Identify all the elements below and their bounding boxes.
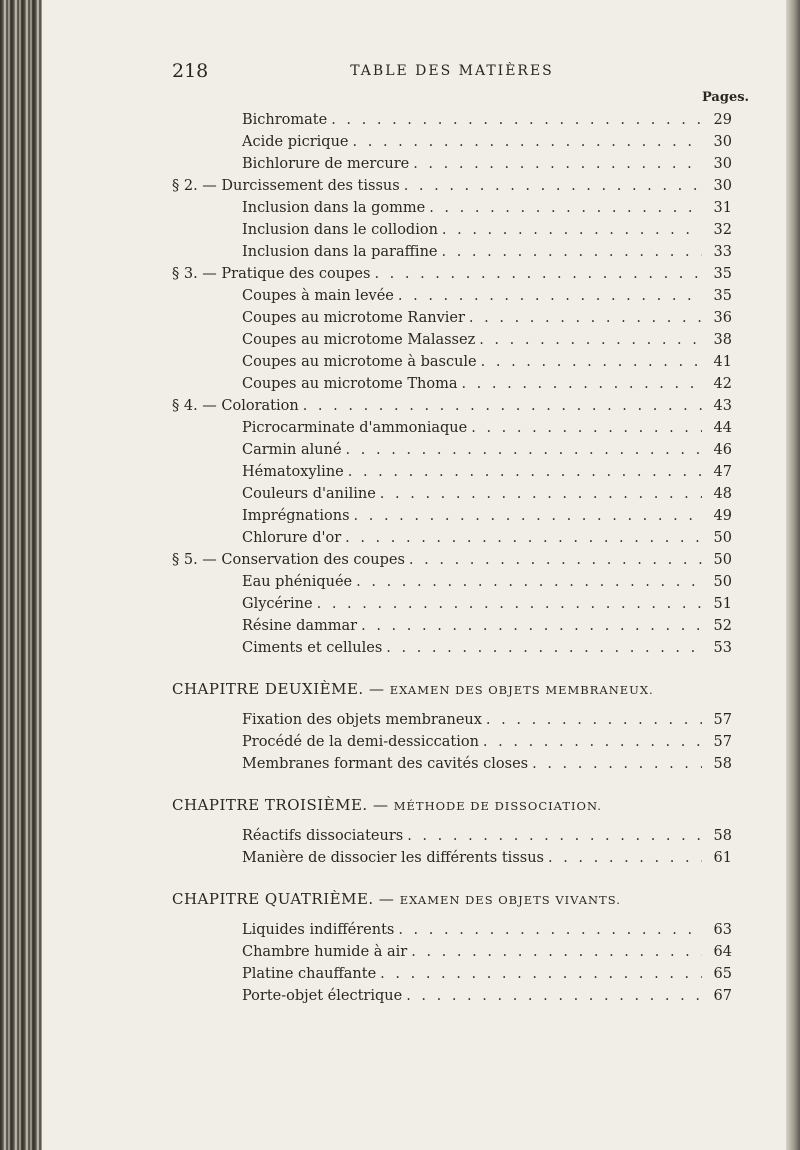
pages-column-label: Pages. <box>702 90 750 105</box>
toc-entry <box>172 756 732 778</box>
entry-page-number: 44 <box>713 420 732 436</box>
entry-page-number: 48 <box>713 486 732 502</box>
page-header <box>172 60 732 90</box>
entry-page-number: 47 <box>713 464 732 480</box>
dot-leader <box>394 288 702 304</box>
chapter-title: CHAPITRE TROISIÈME. — <box>172 796 389 814</box>
dot-leader <box>409 156 702 172</box>
entry-label: Chlorure d'or <box>242 530 342 546</box>
entry-page-number: 57 <box>713 734 732 750</box>
toc-entry <box>172 734 732 756</box>
entry-label: Bichromate <box>242 112 328 128</box>
toc-entry <box>172 244 732 266</box>
table-of-contents <box>172 112 732 1010</box>
entry-label: Coupes au microtome Ranvier <box>242 310 465 326</box>
toc-entry <box>172 156 732 178</box>
toc-entry <box>172 508 732 530</box>
toc-entry <box>172 944 732 966</box>
toc-entry <box>172 530 732 552</box>
chapter-heading <box>172 890 732 912</box>
chapter-title: CHAPITRE QUATRIÈME. — <box>172 890 395 908</box>
chapter-heading <box>172 796 732 818</box>
entry-page-number: 35 <box>713 266 732 282</box>
entry-label: Inclusion dans la gomme <box>242 200 426 216</box>
entry-page-number: 35 <box>713 288 732 304</box>
dot-leader <box>465 310 702 326</box>
dot-leader <box>342 442 702 458</box>
toc-entry <box>172 112 732 134</box>
dot-leader <box>350 508 702 524</box>
entry-label: Bichlorure de mercure <box>242 156 410 172</box>
toc-entry <box>172 486 732 508</box>
entry-label: Ciments et cellules <box>242 640 383 656</box>
entry-page-number: 30 <box>713 156 732 172</box>
entry-label: Imprégnations <box>242 508 350 524</box>
dot-leader <box>349 134 702 150</box>
dot-leader <box>376 966 702 982</box>
chapter-subtitle: EXAMEN DES OBJETS VIVANTS. <box>399 893 621 907</box>
dot-leader <box>394 922 702 938</box>
entry-label: Inclusion dans la paraffine <box>242 244 438 260</box>
entry-label: Carmin aluné <box>242 442 342 458</box>
entry-label: Fixation des objets membraneux <box>242 712 482 728</box>
entry-page-number: 38 <box>713 332 732 348</box>
chapter-title: CHAPITRE DEUXIÈME. — <box>172 680 385 698</box>
entry-page-number: 30 <box>713 178 732 194</box>
entry-page-number: 42 <box>713 376 732 392</box>
dot-leader <box>327 112 702 128</box>
entry-label: § 5. — Conservation des coupes <box>172 552 405 568</box>
entry-page-number: 30 <box>713 134 732 150</box>
entry-label: Glycérine <box>242 596 313 612</box>
entry-page-number: 53 <box>713 640 732 656</box>
toc-entry <box>172 354 732 376</box>
entry-label: Eau phéniquée <box>242 574 353 590</box>
entry-page-number: 33 <box>713 244 732 260</box>
page-edge <box>786 0 800 1150</box>
book-page <box>42 0 786 1150</box>
entry-label: Résine dammar <box>242 618 358 634</box>
dot-leader <box>405 552 702 568</box>
entry-label: Picrocarminate d'ammoniaque <box>242 420 468 436</box>
toc-entry <box>172 712 732 734</box>
dot-leader <box>479 734 702 750</box>
toc-entry <box>172 596 732 618</box>
entry-page-number: 41 <box>713 354 732 370</box>
entry-page-number: 31 <box>713 200 732 216</box>
section-entry <box>172 266 732 288</box>
toc-entry <box>172 222 732 244</box>
toc-entry <box>172 332 732 354</box>
entry-page-number: 51 <box>713 596 732 612</box>
dot-leader <box>352 574 702 590</box>
dot-leader <box>400 178 702 194</box>
dot-leader <box>344 464 702 480</box>
entry-label: § 3. — Pratique des coupes <box>172 266 371 282</box>
toc-entry <box>172 640 732 662</box>
entry-label: Membranes formant des cavités closes <box>242 756 529 772</box>
entry-label: Couleurs d'aniline <box>242 486 376 502</box>
chapter-subtitle: MÉTHODE DE DISSOCIATION. <box>393 799 602 813</box>
toc-entry <box>172 134 732 156</box>
entry-page-number: 52 <box>713 618 732 634</box>
dot-leader <box>382 640 702 656</box>
dot-leader <box>341 530 702 546</box>
section-entry <box>172 178 732 200</box>
entry-label: Manière de dissocier les différents tissus <box>242 850 544 866</box>
dot-leader <box>528 756 702 772</box>
entry-page-number: 63 <box>713 922 732 938</box>
entry-page-number: 58 <box>713 756 732 772</box>
entry-label: Coupes au microtome à bascule <box>242 354 477 370</box>
dot-leader <box>477 354 702 370</box>
dot-leader <box>457 376 702 392</box>
entry-label: Réactifs dissociateurs <box>242 828 404 844</box>
entry-page-number: 49 <box>713 508 732 524</box>
dot-leader <box>425 200 702 216</box>
dot-leader <box>403 828 702 844</box>
dot-leader <box>370 266 702 282</box>
entry-label: Hématoxyline <box>242 464 344 480</box>
entry-label: Chambre humide à air <box>242 944 408 960</box>
toc-entry <box>172 200 732 222</box>
entry-page-number: 50 <box>713 552 732 568</box>
entry-page-number: 58 <box>713 828 732 844</box>
entry-label: Platine chauffante <box>242 966 377 982</box>
entry-page-number: 67 <box>713 988 732 1004</box>
entry-page-number: 50 <box>713 530 732 546</box>
dot-leader <box>475 332 702 348</box>
toc-entry <box>172 376 732 398</box>
dot-leader <box>402 988 702 1004</box>
dot-leader <box>482 712 702 728</box>
entry-page-number: 32 <box>713 222 732 238</box>
chapter-heading <box>172 680 732 702</box>
dot-leader <box>313 596 702 612</box>
section-entry <box>172 398 732 420</box>
entry-page-number: 36 <box>713 310 732 326</box>
entry-label: Porte-objet électrique <box>242 988 403 1004</box>
entry-page-number: 46 <box>713 442 732 458</box>
toc-entry <box>172 574 732 596</box>
dot-leader <box>299 398 702 414</box>
toc-entry <box>172 310 732 332</box>
entry-label: Inclusion dans le collodion <box>242 222 438 238</box>
page-number: 218 <box>172 60 209 82</box>
book-binding <box>0 0 42 1150</box>
toc-entry <box>172 420 732 442</box>
toc-entry <box>172 966 732 988</box>
toc-entry <box>172 850 732 872</box>
toc-entry <box>172 618 732 640</box>
entry-page-number: 29 <box>713 112 732 128</box>
entry-page-number: 65 <box>713 966 732 982</box>
dot-leader <box>438 244 703 260</box>
entry-label: Coupes au microtome Malassez <box>242 332 476 348</box>
entry-label: Procédé de la demi-dessiccation <box>242 734 479 750</box>
dot-leader <box>544 850 702 866</box>
entry-label: Coupes à main levée <box>242 288 394 304</box>
toc-entry <box>172 464 732 486</box>
entry-page-number: 43 <box>713 398 732 414</box>
dot-leader <box>467 420 702 436</box>
chapter-subtitle: EXAMEN DES OBJETS MEMBRANEUX. <box>389 683 654 697</box>
toc-entry <box>172 288 732 310</box>
entry-label: Liquides indifférents <box>242 922 395 938</box>
dot-leader <box>376 486 702 502</box>
entry-label: Coupes au microtome Thoma <box>242 376 458 392</box>
entry-page-number: 61 <box>713 850 732 866</box>
toc-entry <box>172 922 732 944</box>
toc-entry <box>172 442 732 464</box>
entry-page-number: 50 <box>713 574 732 590</box>
dot-leader <box>438 222 702 238</box>
toc-entry <box>172 828 732 850</box>
dot-leader <box>357 618 702 634</box>
entry-page-number: 57 <box>713 712 732 728</box>
entry-label: Acide picrique <box>242 134 349 150</box>
toc-entry <box>172 988 732 1010</box>
dot-leader <box>407 944 702 960</box>
running-title: TABLE DES MATIÈRES <box>350 63 554 79</box>
entry-page-number: 64 <box>713 944 732 960</box>
entry-label: § 4. — Coloration <box>172 398 299 414</box>
entry-label: § 2. — Durcissement des tissus <box>172 178 400 194</box>
section-entry <box>172 552 732 574</box>
